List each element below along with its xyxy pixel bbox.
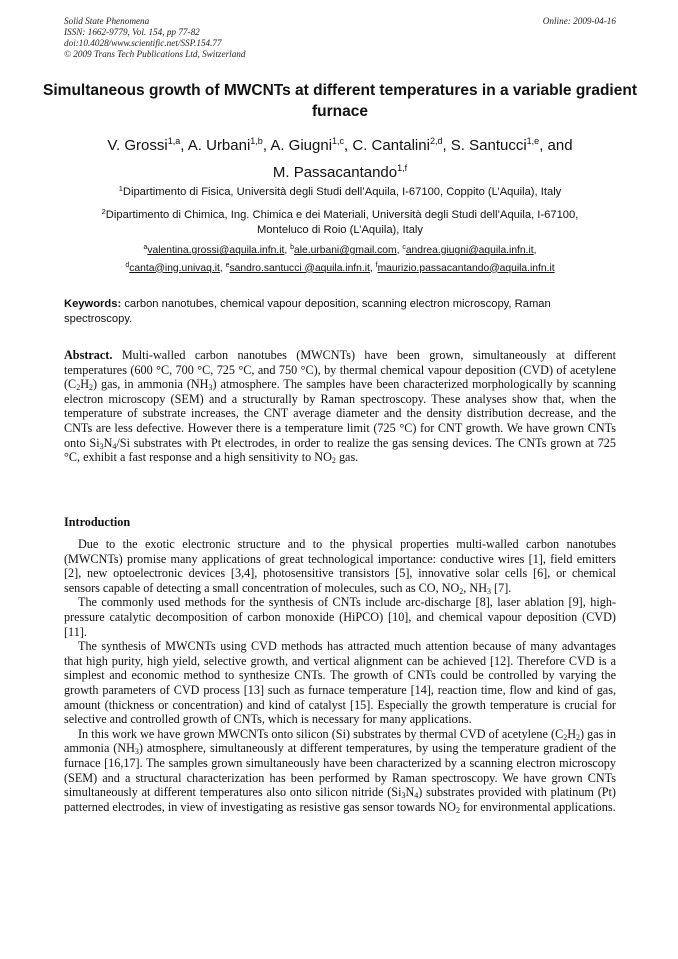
introduction-heading: Introduction: [64, 515, 131, 529]
affiliation-1-text: Dipartimento di Fisica, Università degli Studi dell’Aquila, I-67100, Coppito (L’Aquila), Italy: [122, 186, 562, 198]
author-2: [188, 137, 263, 154]
author-name: A. Urbani: [187, 137, 251, 154]
author-5: [451, 137, 539, 154]
author-6: [273, 164, 407, 181]
email-list: $^a$valentina.grossi@aquila.infn.it, $^b$ale.urbani@gmail.com, $^c$andrea.giugni@aquila.infn.it, $^d$canta@ing.univaq.it, $^e$sandro.santucci @aquila.infn.it, $^f$maurizio.passacantando@aquila.infn.it: [125, 244, 555, 274]
keywords-text: carbon nanotubes, chemical vapour deposition, scanning electron microscopy, Raman spectroscopy.: [64, 298, 551, 325]
email-link-f[interactable]: maurizio.passacantando@aquila.infn.it: [377, 262, 555, 274]
author-1: [107, 137, 180, 154]
email-link-a[interactable]: valentina.grossi@aquila.infn.it: [147, 245, 285, 256]
email-a-marker: a: [143, 244, 148, 251]
author-name: C. Cantalini: [352, 137, 430, 154]
issn-line: ISSN: 1662-9779, Vol. 154, pp 77-82: [64, 27, 200, 37]
author-name: M. Passacantando: [272, 164, 398, 181]
abstract: [64, 348, 616, 465]
affiliation-1: [40, 182, 640, 200]
intro-paragraph-3: The synthesis of MWCNTs using CVD methods has attracted much attention because of many advantages that high purity, high yield, selective growth, and vertical alignment can be achieved [12]. Therefore CVD is a simplest and economic method to synthesize CNTs. The growth of CNTs could be controlled by varying the growth parameters of CVD process [13] such as furnace temperature [14], reaction time, flow and kind of gas, amount (thickness or concentration) and kind of catalyst [15]. Especially the growth temperature is crucial for selective and controlled growth of CNTs, which is necessary for many applications.: [64, 639, 616, 727]
affiliation-2-text-line2: Monteluco di Roio (L’Aquila), Italy: [256, 223, 424, 236]
copyright-line: © 2009 Trans Tech Publications Ltd, Switzerland: [64, 49, 246, 59]
author-affiliation-marker: 1,e: [526, 136, 540, 146]
affiliation-1-marker: 1: [118, 184, 123, 193]
intro-paragraph-4: In this work we have grown MWCNTs onto silicon (Si) substrates by thermal CVD of acetylene $(C_2H_2)$ gas in ammonia $(NH_3)$ atmosphere, simultaneously at different temperatures, by using the temperature gradient of the furnace [16,17]. The samples grown simultaneously have been characterized by a scanning electron microscopy (SEM) and a structural characterization has been performed by Raman spectroscopy. We have grown CNTs simultaneously at different temperatures also onto silicon nitride $(Si_3N_4)$ substrates provided with platinum (Pt) patterned electrodes, in view of investigating as resistive gas sensor towards $NO_2$ for environmental applications.: [64, 726, 616, 815]
author-name: S. Santucci: [450, 137, 527, 154]
affiliation-2: [40, 205, 640, 237]
author-name: V. Grossi: [107, 137, 168, 154]
email-link-b[interactable]: ale.urbani@gmail.com: [293, 245, 397, 256]
email-c-marker: c: [402, 244, 406, 251]
email-d-marker: d: [125, 261, 130, 269]
intro-paragraph-2: The commonly used methods for the synthesis of CNTs include arc-discharge [8], laser ablation [9], high-pressure catalytic decomposition of carbon monoxide (HiPCO) [10], and chemical vapour deposition (CVD) [11].: [64, 595, 616, 639]
intro-paragraph-1: Due to the exotic electronic structure and to the physical properties multi-walled carbon nanotubes (MWCNTs) promise many applications of great technological importance: conductive wires [1], field emitters [2], new optoelectronic devices [3,4], photosensitive transistors [5], innovative solar cells [6], or chemical sensors capable of detecting a small concentration of molecules, such as CO, $NO_2$, $NH_3$ [7].: [64, 537, 616, 596]
email-f-marker: f: [375, 261, 378, 269]
paper-title: Simultaneous growth of MWCNTs at different temperatures in a variable gradient furnace: [43, 82, 637, 120]
author-affiliation-marker: 1,b: [250, 136, 263, 146]
email-link-e[interactable]: sandro.santucci @aquila.infn.it: [229, 262, 370, 274]
author-list: V. Grossi$^{1,a}$, A. Urbani$^{1,b}$, A. Giugni$^{1,c}$, C. Cantalini$^{2,d}$, S. Santucci$^{1,e}$, and M. Passacantando$^{1,f}$: [107, 136, 573, 181]
online-date: Online: 2009-04-16: [542, 16, 616, 26]
author-name: A. Giugni: [270, 137, 333, 154]
journal-header: [64, 16, 616, 60]
author-affiliation-marker: 1,a: [167, 136, 181, 146]
email-e-marker: e: [225, 261, 230, 269]
author-3: [270, 137, 344, 154]
journal-name: Solid State Phenomena: [64, 16, 150, 26]
affiliation-2-marker: 2: [101, 207, 106, 216]
keywords: [64, 297, 616, 327]
introduction-body: [64, 537, 616, 814]
abstract-label: Abstract.: [64, 348, 113, 362]
author-4: [352, 137, 442, 154]
affiliation-2-text: Dipartimento di Chimica, Ing. Chimica e dei Materiali, Università degli Studi dell’Aquila, I-67100,: [105, 209, 579, 221]
doi-line: doi:10.4028/www.scientific.net/SSP.154.77: [64, 38, 222, 48]
email-link-c[interactable]: andrea.giugni@aquila.infn.it: [405, 245, 534, 256]
author-and: , and: [539, 137, 573, 154]
keywords-label: Keywords:: [64, 298, 122, 310]
author-affiliation-marker: 1,c: [332, 136, 345, 146]
author-affiliation-marker: 2,d: [429, 136, 443, 146]
author-affiliation-marker: 1,f: [397, 163, 408, 173]
abstract-text: Multi-walled carbon nanotubes (MWCNTs) have been grown, simultaneously at different temperatures (600 °C, 700 °C, 725 °C, and 750 °C), by thermal chemical vapour deposition (CVD) of acetylene $(C_2H_2)$ gas, in ammonia $(NH_3)$ atmosphere. The samples have been characterized morphologically by scanning electron microscopy (SEM) and a structurally by Raman spectroscopy. These analyses show that, when the temperature of substrate increases, the CNT average diameter and the density distribution decrease, and the CNTs are less defective. However there is a temperature limit (725 °C) for CNT growth. We have grown CNTs onto $Si_3N_4/Si$ substrates with Pt electrodes, in order to realize the gas sensing devices. The CNTs grown at 725 °C, exhibit a fast response and a high sensitivity to $NO_2$ gas.: [64, 348, 616, 466]
email-link-d[interactable]: canta@ing.univaq.it: [129, 262, 220, 274]
email-b-marker: b: [290, 244, 294, 251]
